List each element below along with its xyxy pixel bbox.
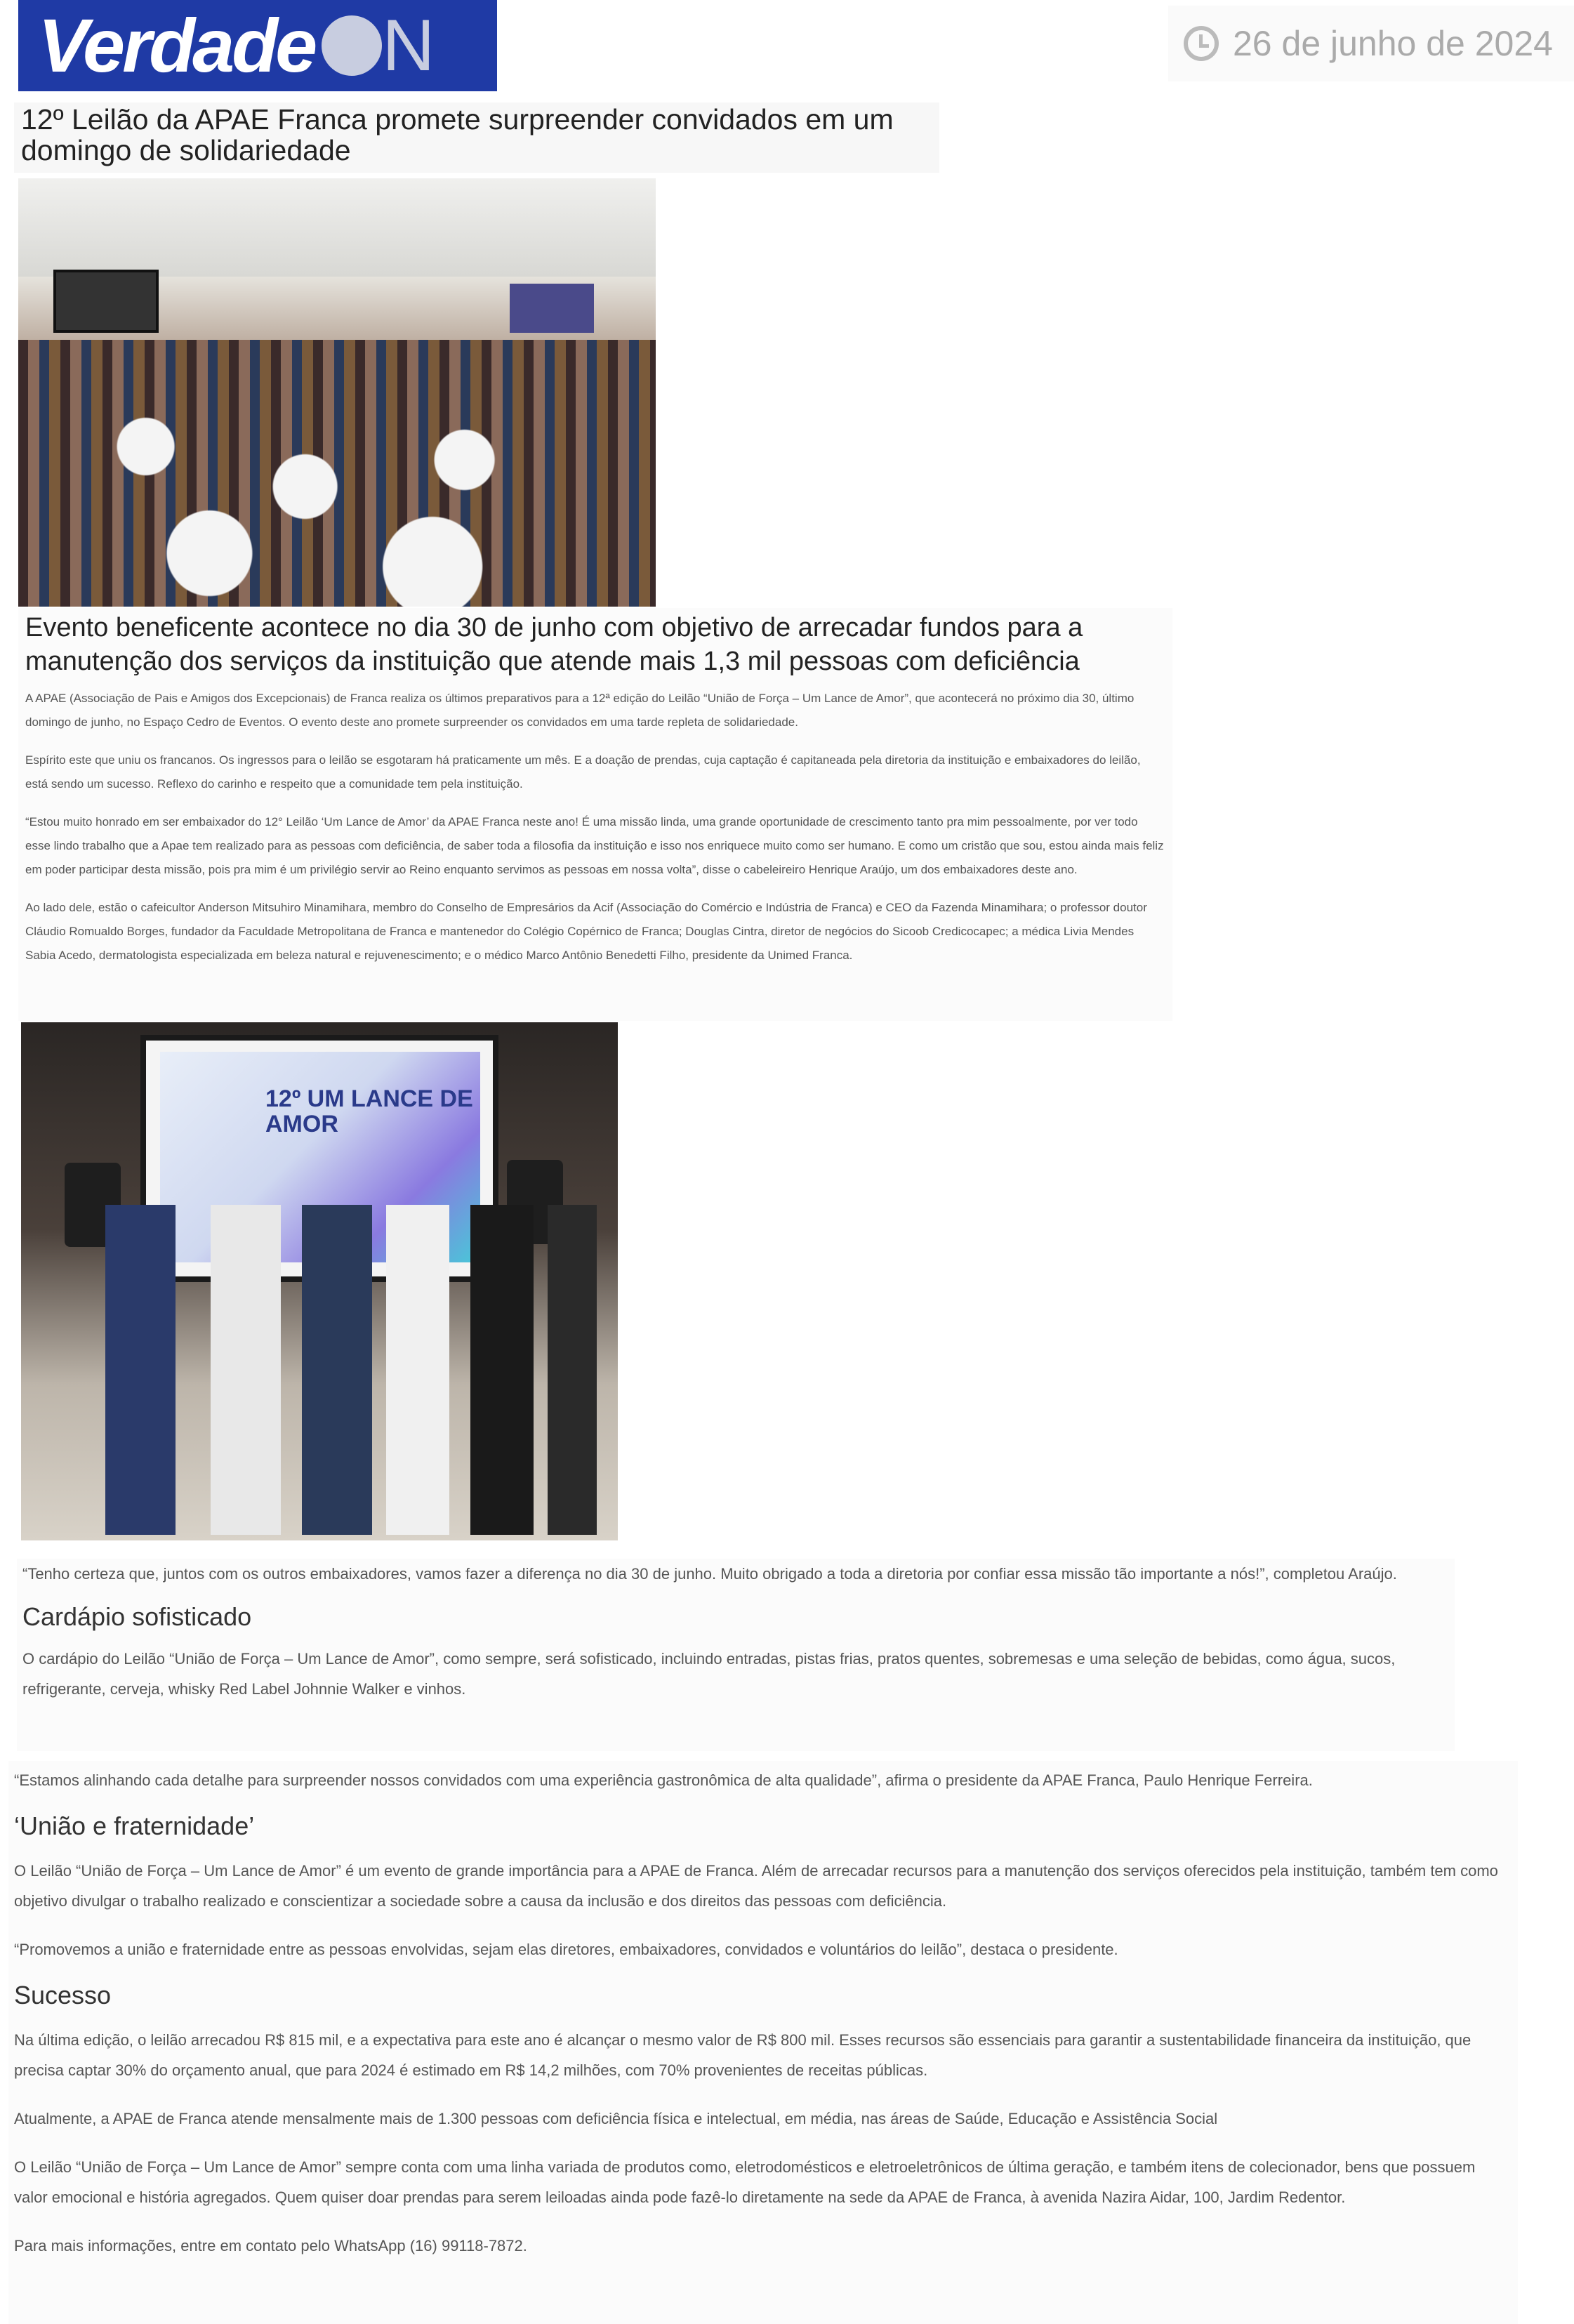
uniao-heading: ‘União e fraternidade’ bbox=[14, 1811, 255, 1840]
sucesso-text-4: Para mais informações, entre em contato pelo WhatsApp (16) 99118-7872. bbox=[14, 2237, 527, 2254]
quote-cardapio-section bbox=[17, 1559, 1455, 1751]
article-title: 12º Leilão da APAE Franca promete surpreender convidados em um domingo de solidariedade bbox=[21, 103, 894, 166]
ambassadors-photo bbox=[21, 1022, 618, 1540]
araujo-quote: “Tenho certeza que, juntos com os outros embaixadores, vamos fazer a diferença no dia 30 de junho. Muito obrigado a toda a diretoria por confiar essa missão tão importante a nós!”, completou Araújo. bbox=[22, 1565, 1397, 1583]
date-text: 26 de junho de 2024 bbox=[1233, 24, 1553, 63]
photo-screen bbox=[53, 270, 159, 333]
article-subtitle: Evento beneficente acontece no dia 30 de junho com objetivo de arrecadar fundos para a manutenção dos serviços da instituição que atende mais 1,3 mil pessoas com deficiência bbox=[25, 613, 1083, 676]
cardapio-text: O cardápio do Leilão “União de Força – Um Lance de Amor”, como sempre, será sofisticado, incluindo entradas, pistas frias, pratos quentes, sobremesas e uma seleção de bebidas, como água, sucos, refrigerante, cerveja, whisky Red Label Johnnie Walker e vinhos. bbox=[22, 1650, 1396, 1698]
logo-circle-icon bbox=[322, 15, 382, 76]
sucesso-text-3: O Leilão “União de Força – Um Lance de Amor” sempre conta com uma linha variada de produtos como, eletrodomésticos e eletroeletrônicos de última geração, e também itens de colecionador, bens que possuem valor emocional e história agregados. Quem quiser doar prendas para serem leiloadas ainda pode fazê-lo diretamente na sede da APAE de Franca, à avenida Nazira Aidar, 100, Jardim Redentor. bbox=[14, 2158, 1476, 2206]
uniao-text-2: “Promovemos a união e fraternidade entre as pessoas envolvidas, sejam elas diretores, embaixadores, convidados e voluntários do leilão”, destaca o presidente. bbox=[14, 1941, 1118, 1958]
ambassadors-group bbox=[77, 1205, 597, 1535]
event-hall-photo bbox=[18, 178, 656, 607]
site-logo[interactable] bbox=[18, 0, 497, 91]
slide-text: 12º UM LANCE DE AMOR bbox=[265, 1085, 473, 1137]
logo-suffix: N bbox=[382, 5, 431, 86]
article-body-section bbox=[8, 1761, 1518, 2324]
photo-crowd bbox=[18, 340, 656, 607]
sucesso-text-2: Atualmente, a APAE de Franca atende mensalmente mais de 1.300 pessoas com deficiência física e intelectual, em média, nas áreas de Saúde, Educação e Assistência Social bbox=[14, 2110, 1218, 2127]
uniao-text-1: O Leilão “União de Força – Um Lance de Amor” é um evento de grande importância para a APAE de Franca. Além de arrecadar recursos para a manutenção dos serviços oferecidos pela instituição, também tem como objetivo divulgar o trabalho realizado e conscientizar a sociedade sobre a causa da inclusão e dos direitos das pessoas com deficiência. bbox=[14, 1862, 1498, 1910]
intro-paragraph-4: Ao lado dele, estão o cafeicultor Anderson Mitsuhiro Minamihara, membro do Conselho de Empresários da Acif (Associação do Comércio e Indústria de Franca) e CEO da Fazenda Minamihara; o professor doutor Cláudio Romualdo Borges, fundador da Faculdade Metropolitana de Franca e mantenedor do Colégio Copérnico de Franca; Douglas Cintra, diretor de negócios do Sicoob Credicocapec; a médica Livia Mendes Sabia Acedo, dermatologista especializada em beleza natural e rejuvenescimento; e o médico Marco Antônio Benedetti Filho, presidente da Unimed Franca. bbox=[25, 901, 1147, 962]
photo-ceiling bbox=[18, 178, 656, 277]
intro-paragraph-1: A APAE (Associação de Pais e Amigos dos Excepcionais) de Franca realiza os últimos preparativos para a 12ª edição do Leilão “União de Força – Um Lance de Amor”, que acontecerá no próximo dia 30, último domingo de junho, no Espaço Cedro de Eventos. O evento deste ano promete surpreender os convidados em uma tarde repleta de solidariedade. bbox=[25, 692, 1135, 729]
intro-paragraph-2: Espírito este que uniu os francanos. Os ingressos para o leilão se esgotaram há praticamente um mês. E a doação de prendas, cuja captação é capitaneada pela diretoria da instituição e embaixadores do leilão, está sendo um sucesso. Reflexo do carinho e respeito que a comunidade tem pela instituição. bbox=[25, 753, 1141, 791]
intro-paragraph-3: “Estou muito honrado em ser embaixador do 12° Leilão ‘Um Lance de Amor’ da APAE Franca neste ano! É uma missão linda, uma grande oportunidade de crescimento tanto pra mim pessoalmente, por ver todo esse lindo trabalho que a Apae tem realizado para as pessoas com deficiência, de saber toda a filosofia da instituição e isso nos enriquece muito como ser humano. E como um cristão que sou, estou ainda mais feliz em poder participar desta missão, pois pra mim é um privilégio servir ao Reino enquanto servimos as pessoas em nossa volta”, disse o cabeleireiro Henrique Araújo, um dos embaixadores deste ano. bbox=[25, 815, 1164, 876]
sucesso-text-1: Na última edição, o leilão arrecadou R$ 815 mil, e a expectativa para este ano é alcançar o mesmo valor de R$ 800 mil. Esses recursos são essenciais para garantir a sustentabilidade financeira da instituição, que precisa captar 30% do orçamento anual, que para 2024 é estimado em R$ 14,2 milhões, com 70% provenientes de receitas públicas. bbox=[14, 2031, 1472, 2079]
logo-text: Verdade bbox=[38, 3, 315, 88]
sucesso-heading: Sucesso bbox=[14, 1981, 112, 2009]
photo-banner bbox=[510, 284, 594, 333]
clock-icon bbox=[1184, 26, 1219, 61]
cardapio-heading: Cardápio sofisticado bbox=[22, 1602, 252, 1631]
president-quote: “Estamos alinhando cada detalhe para surpreender nossos convidados com uma experiência gastronômica de alta qualidade”, afirma o presidente da APAE Franca, Paulo Henrique Ferreira. bbox=[14, 1771, 1313, 1789]
intro-section bbox=[18, 608, 1172, 1021]
article-title-box bbox=[14, 103, 939, 173]
publish-date bbox=[1168, 6, 1574, 81]
logo-on-mark bbox=[322, 5, 431, 86]
